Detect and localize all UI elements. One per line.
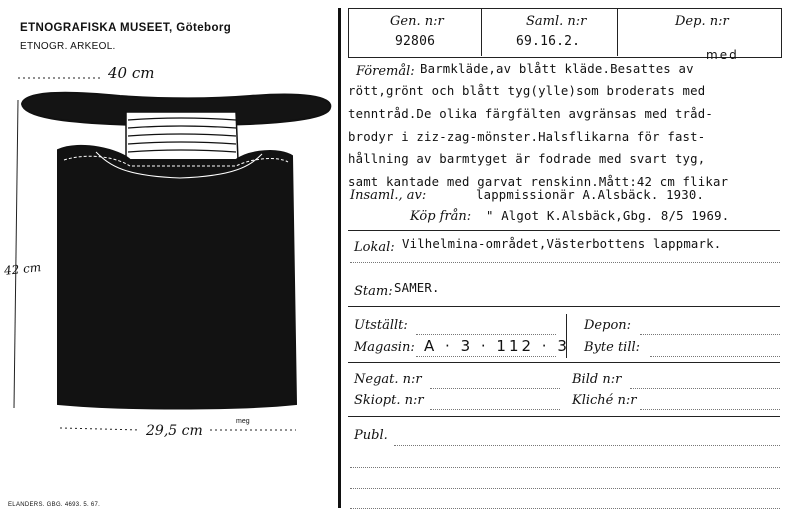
magasin-value: A · 3 · 112 · 3: [424, 337, 570, 355]
byte-dotted: [650, 356, 780, 357]
stam-value: SAMER.: [394, 281, 440, 295]
rule-after-stam: [348, 306, 780, 307]
card-divider: [338, 8, 341, 508]
publ-dotted-4: [350, 508, 780, 509]
saml-nr-label: Saml. n:r: [526, 14, 587, 29]
width-bottom-note: 29,5 cm: [146, 423, 203, 439]
publ-dotted-2: [350, 467, 780, 468]
magasin-label: Magasin:: [354, 340, 415, 355]
dep-nr-label: Dep. n:r: [675, 14, 729, 29]
utstallt-dotted: [416, 334, 556, 335]
cliche-dotted: [640, 409, 780, 410]
description-line-6: samt kantade med garvat renskinn.Mått:42 cm flikar: [348, 175, 729, 189]
magasin-dotted: [416, 356, 556, 357]
museum-name: ETNOGRAFISKA MUSEET,: [20, 22, 173, 34]
rule-after-kop: [348, 230, 780, 231]
correction-note: med: [706, 48, 739, 62]
skiopt-label: Skiopt. n:r: [354, 393, 424, 408]
depon-dotted: [640, 334, 780, 335]
printer-note: ELANDERS. GBG. 4693. 5. 67.: [8, 502, 101, 508]
header-sep-2: [617, 8, 618, 56]
museum-city: Göteborg: [176, 22, 232, 34]
rule-after-negat: [348, 416, 780, 417]
bild-dotted: [630, 388, 780, 389]
description-line-2: rött,grönt och blått tyg(ylle)som broderats med: [348, 84, 706, 98]
publ-dotted-3: [350, 488, 780, 489]
lokal-label: Lokal:: [354, 240, 395, 255]
kop-value: " Algot K.Alsbäck,Gbg. 8/5 1969.: [486, 209, 730, 223]
kop-label: Köp från:: [410, 209, 472, 224]
saml-nr-value: 69.16.2.: [516, 34, 581, 49]
header-sep-1: [481, 8, 482, 56]
insaml-label: Insaml., av:: [350, 188, 427, 203]
description-line-4: brodyr i ziz-zag-mönster.Halsflikarna för fast-: [348, 130, 706, 144]
department-label: ETNOGR. ARKEOL.: [20, 41, 116, 52]
negat-label: Negat. n:r: [354, 372, 422, 387]
publ-label: Publ.: [354, 428, 388, 443]
byte-label: Byte till:: [584, 340, 641, 355]
insaml-value: lappmissionär A.Alsbäck. 1930.: [476, 188, 705, 202]
description-line-1: Barmkläde,av blått kläde.Besattes av: [420, 62, 694, 76]
gen-nr-label: Gen. n:r: [390, 14, 444, 29]
garment-body: [58, 146, 296, 409]
gen-nr-value: 92806: [395, 34, 436, 49]
garment-sketch: [0, 0, 338, 520]
width-top-note: 40 cm: [108, 64, 155, 82]
utstallt-label: Utställt:: [354, 318, 408, 333]
publ-dotted-1: [394, 445, 780, 446]
stam-label: Stam:: [354, 284, 393, 299]
small-mark: meg: [236, 418, 250, 425]
skiopt-dotted: [430, 409, 560, 410]
bild-label: Bild n:r: [572, 372, 622, 387]
lokal-dotted: [350, 262, 780, 263]
height-note: 42 cm: [3, 260, 42, 278]
depon-label: Depon:: [584, 318, 632, 333]
description-line-3: tenntråd.De olika färgfälten avgränsas med tråd-: [348, 107, 713, 121]
description-line-5: hållning av barmtyget är fodrade med svart tyg,: [348, 152, 706, 166]
foremal-label: Föremål:: [356, 64, 415, 79]
lokal-value: Vilhelmina-området,Västerbottens lappmark.: [402, 237, 722, 251]
rule-after-magasin: [348, 362, 780, 363]
negat-dotted: [430, 388, 560, 389]
cliche-label: Kliché n:r: [572, 393, 637, 408]
